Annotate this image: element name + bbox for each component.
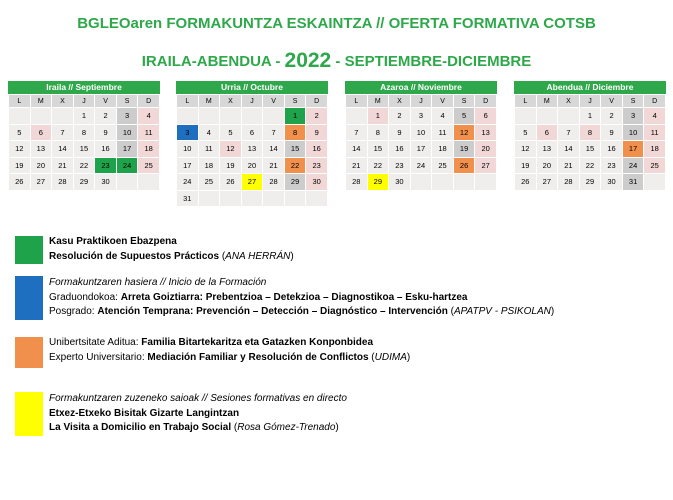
- calendar-day: 9: [95, 124, 117, 141]
- page-subtitle: [0, 48, 673, 72]
- week-row: [515, 124, 666, 141]
- calendar-day: 14: [558, 141, 580, 158]
- weekday-label: D: [644, 95, 666, 108]
- empty-cell: [306, 190, 328, 207]
- week-row: [346, 141, 497, 158]
- calendar-day: 6: [475, 108, 497, 125]
- calendar-november: [345, 81, 497, 191]
- calendar-day: 22: [367, 157, 389, 174]
- calendar-day: 5: [453, 108, 475, 125]
- calendar-day: 23: [601, 157, 623, 174]
- legend-orange-label-es: Experto Universitario:: [49, 351, 148, 363]
- week-row: [9, 108, 160, 125]
- weekday-row: [346, 95, 497, 108]
- calendar-day: 6: [536, 124, 558, 141]
- weekday-label: D: [475, 95, 497, 108]
- calendar-day: 7: [52, 124, 74, 141]
- calendar-day: 17: [622, 141, 644, 158]
- legend-blue-paren-close: ): [550, 306, 555, 317]
- legend-swatch-orange: [15, 337, 43, 368]
- calendar-day: 19: [9, 157, 31, 174]
- legend-green-provider: ANA HERRÁN: [225, 250, 291, 262]
- calendar-day: 26: [9, 174, 31, 191]
- subtitle-pre: IRAILA-ABENDUA -: [141, 53, 285, 70]
- calendar-day: 26: [515, 174, 537, 191]
- calendar-september: [8, 81, 160, 191]
- week-row: [177, 124, 328, 141]
- calendar-day: 2: [306, 108, 328, 125]
- legend-green-line1: Kasu Praktikoen Ebazpena: [49, 236, 177, 247]
- calendar-day: 13: [241, 141, 263, 158]
- week-row: [515, 108, 666, 125]
- calendar-day: 3: [116, 108, 138, 125]
- calendar-day: 30: [389, 174, 411, 191]
- week-row: [346, 174, 497, 191]
- legend-yellow-line3: [49, 421, 347, 436]
- calendar-day: 2: [389, 108, 411, 125]
- weekday-label: V: [601, 95, 623, 108]
- subtitle-year: 2022: [284, 49, 332, 72]
- calendar-day: 16: [389, 141, 411, 158]
- calendar-day: 4: [644, 108, 666, 125]
- legend-blue-line2: [49, 291, 554, 306]
- legend-blue: [49, 276, 554, 320]
- weekday-label: V: [432, 95, 454, 108]
- week-row: [9, 174, 160, 191]
- calendar-day: 16: [95, 141, 117, 158]
- weekday-label: M: [198, 95, 220, 108]
- legend-swatch-green: [15, 236, 43, 264]
- calendar-day: 28: [346, 174, 368, 191]
- empty-cell: [220, 190, 242, 207]
- calendar-day: 30: [601, 174, 623, 191]
- calendar-day: 20: [475, 141, 497, 158]
- empty-cell: [284, 190, 306, 207]
- calendar-day: 5: [220, 124, 242, 141]
- calendar-day: 15: [579, 141, 601, 158]
- week-row: [346, 124, 497, 141]
- empty-cell: [220, 108, 242, 125]
- weekday-label: J: [73, 95, 95, 108]
- calendar-day: 4: [198, 124, 220, 141]
- calendar-day: 27: [30, 174, 52, 191]
- calendar-day: 29: [73, 174, 95, 191]
- legend-swatch-blue: [15, 276, 43, 320]
- calendar-day: 11: [138, 124, 160, 141]
- calendar-day: 27: [536, 174, 558, 191]
- calendar-day: 21: [52, 157, 74, 174]
- page-title: BGLEOaren FORMAKUNTZA ESKAINTZA // OFERTA FORMATIVA COTSB: [77, 15, 596, 32]
- weekday-label: X: [52, 95, 74, 108]
- calendar-day: 14: [346, 141, 368, 158]
- weekday-label: S: [116, 95, 138, 108]
- calendar-day: 24: [410, 157, 432, 174]
- legend-yellow-provider: Rosa Gómez-Trenado: [237, 422, 336, 433]
- calendar-day: 26: [453, 157, 475, 174]
- calendar-day: 31: [622, 174, 644, 191]
- calendar-day: 9: [601, 124, 623, 141]
- calendar-day: 13: [475, 124, 497, 141]
- calendar-day: 30: [306, 174, 328, 191]
- empty-cell: [536, 108, 558, 125]
- legend-blue-line1: Formakuntzaren hasiera // Inicio de la Formación: [49, 277, 267, 288]
- calendar-day: 3: [177, 124, 199, 141]
- subtitle-post: - SEPTIEMBRE-DICIEMBRE: [331, 53, 532, 70]
- calendar-day: 13: [30, 141, 52, 158]
- weekday-label: S: [453, 95, 475, 108]
- empty-cell: [263, 190, 285, 207]
- week-row: [177, 141, 328, 158]
- calendar-month-title: Abendua // Diciembre: [514, 81, 666, 94]
- calendar-day: 12: [220, 141, 242, 158]
- legend-blue-course-es: Atención Temprana: Prevención – Detección – Diagnóstico – Intervención: [97, 306, 448, 317]
- weekday-label: D: [138, 95, 160, 108]
- calendar-day: 18: [432, 141, 454, 158]
- calendar-day: 23: [389, 157, 411, 174]
- calendar-day: 3: [622, 108, 644, 125]
- legend-blue-line3: [49, 305, 554, 320]
- calendar-day: 1: [73, 108, 95, 125]
- calendar-month-title: Iraila // Septiembre: [8, 81, 160, 94]
- calendar-day: 11: [644, 124, 666, 141]
- legend-blue-provider: APATPV - PSIKOLAN: [453, 306, 551, 317]
- calendar-day: 10: [410, 124, 432, 141]
- empty-cell: [138, 174, 160, 191]
- week-row: [515, 174, 666, 191]
- empty-cell: [177, 108, 199, 125]
- calendar-day: 7: [346, 124, 368, 141]
- weekday-label: X: [389, 95, 411, 108]
- weekday-label: V: [95, 95, 117, 108]
- calendar-day: 9: [306, 124, 328, 141]
- weekday-label: J: [241, 95, 263, 108]
- weekday-label: J: [410, 95, 432, 108]
- legend-swatch-yellow: [15, 392, 43, 436]
- calendar-day: 17: [177, 157, 199, 174]
- empty-cell: [9, 108, 31, 125]
- weekday-label: M: [30, 95, 52, 108]
- calendar-day: 21: [558, 157, 580, 174]
- legend-orange-provider: UDIMA: [374, 351, 407, 363]
- legend-orange-course-eu: Familia Bitartekaritza eta Gatazken Konponbidea: [141, 337, 374, 348]
- legend-blue-course-eu: Arreta Goiztiarra: Prebentzioa – Detekzioa – Diagnostikoa – Esku-hartzea: [120, 291, 468, 303]
- calendar-day: 23: [306, 157, 328, 174]
- weekday-label: M: [536, 95, 558, 108]
- legend-orange-paren-close: ): [406, 351, 411, 363]
- legend-yellow-line1: Formakuntzaren zuzeneko saioak // Sesiones formativas en directo: [49, 393, 347, 404]
- weekday-label: L: [177, 95, 199, 108]
- calendar-day: 24: [177, 174, 199, 191]
- calendar-day: 31: [177, 190, 199, 207]
- empty-cell: [263, 108, 285, 125]
- calendar-day: 15: [284, 141, 306, 158]
- calendar-day: 14: [263, 141, 285, 158]
- calendar-day: 27: [475, 157, 497, 174]
- week-row: [515, 141, 666, 158]
- calendar-day: 29: [367, 174, 389, 191]
- weekday-label: L: [9, 95, 31, 108]
- calendar-day: 19: [453, 141, 475, 158]
- calendar-day: 14: [52, 141, 74, 158]
- calendar-day: 20: [241, 157, 263, 174]
- empty-cell: [198, 108, 220, 125]
- calendar-day: 29: [579, 174, 601, 191]
- legend-orange-label-eu: Unibertsitate Aditua:: [49, 337, 142, 348]
- empty-cell: [52, 108, 74, 125]
- calendar-day: 16: [306, 141, 328, 158]
- calendar-day: 12: [9, 141, 31, 158]
- calendar-day: 11: [432, 124, 454, 141]
- empty-cell: [453, 174, 475, 191]
- empty-cell: [475, 174, 497, 191]
- weekday-label: S: [284, 95, 306, 108]
- calendar-day: 6: [241, 124, 263, 141]
- calendar-december: [514, 81, 666, 191]
- weekday-label: L: [515, 95, 537, 108]
- weekday-label: D: [306, 95, 328, 108]
- calendar-day: 25: [138, 157, 160, 174]
- calendar-day: 12: [453, 124, 475, 141]
- calendar-day: 17: [116, 141, 138, 158]
- calendar-day: 20: [536, 157, 558, 174]
- legend-orange-paren-open: (: [368, 351, 375, 363]
- calendar-day: 24: [116, 157, 138, 174]
- weekday-label: X: [558, 95, 580, 108]
- weekday-label: J: [579, 95, 601, 108]
- calendar-day: 18: [644, 141, 666, 158]
- legend-yellow-line2: Etxez-Etxeko Bisitak Gizarte Langintzan: [49, 407, 240, 419]
- legend-green-course: Resolución de Supuestos Prácticos: [49, 250, 220, 262]
- calendar-day: 13: [536, 141, 558, 158]
- weekday-label: S: [622, 95, 644, 108]
- calendar-day: 1: [367, 108, 389, 125]
- calendar-day: 18: [198, 157, 220, 174]
- calendar-day: 2: [95, 108, 117, 125]
- legend-blue-paren-open: (: [447, 306, 454, 317]
- calendar-day: 12: [515, 141, 537, 158]
- empty-cell: [515, 108, 537, 125]
- calendar-day: 3: [410, 108, 432, 125]
- calendar-day: 8: [284, 124, 306, 141]
- calendar-day: 30: [95, 174, 117, 191]
- calendar-day: 23: [95, 157, 117, 174]
- week-row: [346, 157, 497, 174]
- calendar-month-title: Azaroa // Noviembre: [345, 81, 497, 94]
- week-row: [9, 157, 160, 174]
- empty-cell: [558, 108, 580, 125]
- calendar-grid: [176, 94, 328, 207]
- calendar-day: 10: [116, 124, 138, 141]
- empty-cell: [241, 190, 263, 207]
- calendar-day: 21: [346, 157, 368, 174]
- empty-cell: [432, 174, 454, 191]
- calendar-day: 7: [263, 124, 285, 141]
- calendar-day: 15: [367, 141, 389, 158]
- calendar-day: 2: [601, 108, 623, 125]
- week-row: [346, 108, 497, 125]
- week-row: [9, 124, 160, 141]
- calendar-day: 22: [73, 157, 95, 174]
- calendar-day: 28: [263, 174, 285, 191]
- weekday-label: X: [220, 95, 242, 108]
- weekday-label: M: [367, 95, 389, 108]
- empty-cell: [410, 174, 432, 191]
- calendar-day: 10: [177, 141, 199, 158]
- calendar-day: 7: [558, 124, 580, 141]
- calendar-day: 27: [241, 174, 263, 191]
- week-row: [177, 174, 328, 191]
- calendar-day: 10: [622, 124, 644, 141]
- calendar-day: 8: [579, 124, 601, 141]
- calendar-day: 26: [220, 174, 242, 191]
- calendar-day: 4: [432, 108, 454, 125]
- calendar-day: 8: [367, 124, 389, 141]
- week-row: [515, 157, 666, 174]
- calendar-day: 25: [198, 174, 220, 191]
- calendar-day: 19: [220, 157, 242, 174]
- legend-orange-course-es: Mediación Familiar y Resolución de Conflictos: [147, 351, 369, 363]
- legend-yellow-course-es: La Visita a Domicilio en Trabajo Social: [49, 422, 232, 433]
- calendar-month-title: Urria // Octubre: [176, 81, 328, 94]
- calendar-day: 29: [284, 174, 306, 191]
- calendar-day: 16: [601, 141, 623, 158]
- week-row: [177, 190, 328, 207]
- legend-green-paren-close: ): [290, 250, 294, 262]
- weekday-row: [177, 95, 328, 108]
- calendar-day: 5: [9, 124, 31, 141]
- calendar-day: 22: [579, 157, 601, 174]
- calendar-day: 24: [622, 157, 644, 174]
- calendar-day: 19: [515, 157, 537, 174]
- week-row: [177, 108, 328, 125]
- calendar-day: 1: [284, 108, 306, 125]
- weekday-row: [9, 95, 160, 108]
- legend-yellow-paren-open: (: [231, 422, 238, 433]
- legend-orange: [49, 336, 410, 365]
- legend-green: [49, 235, 294, 264]
- week-row: [9, 141, 160, 158]
- legend-blue-label-eu: Graduondokoa:: [49, 291, 121, 303]
- weekday-label: L: [346, 95, 368, 108]
- empty-cell: [116, 174, 138, 191]
- calendar-day: 25: [644, 157, 666, 174]
- calendar-day: 22: [284, 157, 306, 174]
- empty-cell: [644, 174, 666, 191]
- calendar-day: 8: [73, 124, 95, 141]
- calendar-grid: [514, 94, 666, 191]
- empty-cell: [346, 108, 368, 125]
- calendar-day: 18: [138, 141, 160, 158]
- calendar-day: 11: [198, 141, 220, 158]
- calendar-day: 15: [73, 141, 95, 158]
- calendar-october: [176, 81, 328, 207]
- calendar-day: 20: [30, 157, 52, 174]
- empty-cell: [241, 108, 263, 125]
- weekday-label: V: [263, 95, 285, 108]
- legend-orange-line1: [49, 336, 410, 351]
- calendar-day: 28: [558, 174, 580, 191]
- calendar-day: 28: [52, 174, 74, 191]
- legend-yellow-paren-close: ): [335, 422, 339, 433]
- calendar-grid: [345, 94, 497, 191]
- empty-cell: [30, 108, 52, 125]
- calendar-day: 5: [515, 124, 537, 141]
- calendar-day: 6: [30, 124, 52, 141]
- legend-orange-line2: [49, 351, 410, 366]
- legend-yellow: [49, 392, 347, 436]
- legend-green-line2: [49, 250, 294, 265]
- calendar-day: 9: [389, 124, 411, 141]
- calendar-day: 21: [263, 157, 285, 174]
- calendar-day: 4: [138, 108, 160, 125]
- week-row: [177, 157, 328, 174]
- calendar-day: 1: [579, 108, 601, 125]
- calendar-grid: [8, 94, 160, 191]
- weekday-row: [515, 95, 666, 108]
- calendar-day: 17: [410, 141, 432, 158]
- calendar-day: 25: [432, 157, 454, 174]
- legend-blue-label-es: Posgrado:: [49, 306, 98, 317]
- empty-cell: [198, 190, 220, 207]
- legend-green-paren-open: (: [219, 250, 226, 262]
